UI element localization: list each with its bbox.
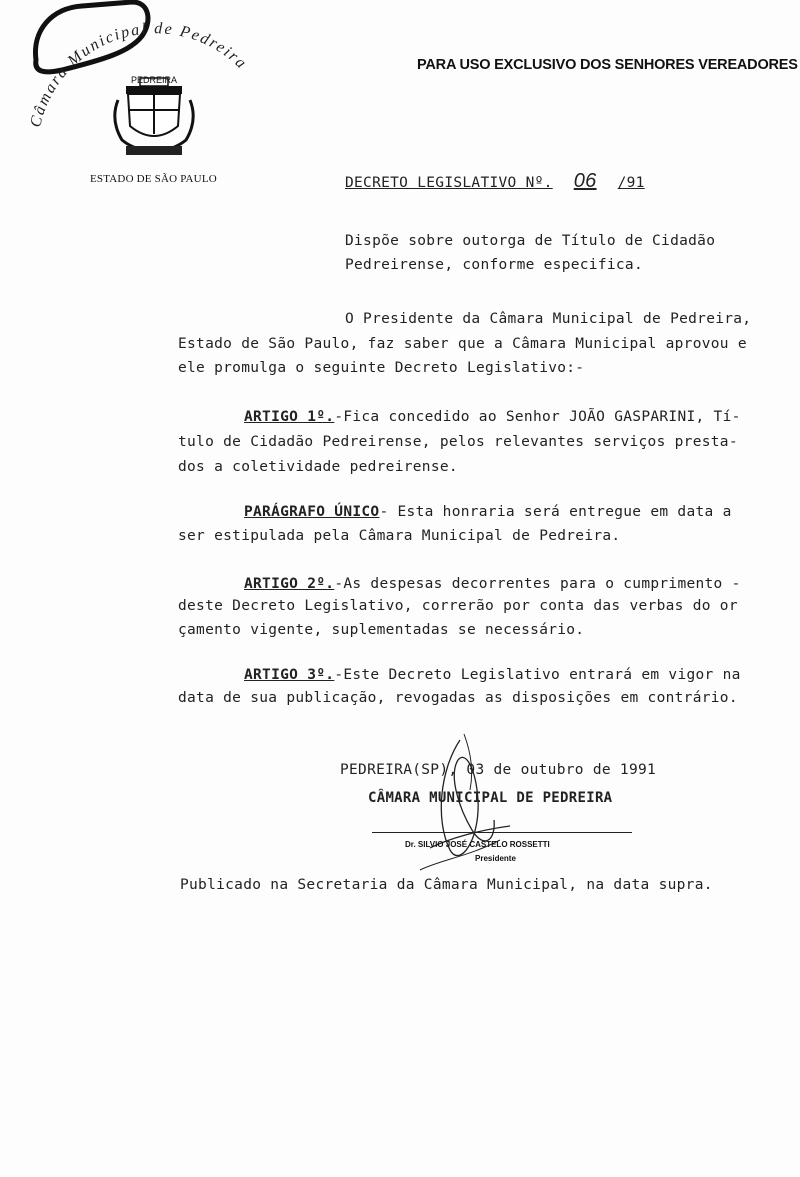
artigo-3-line-1 bbox=[244, 667, 741, 683]
artigo-2-text-1: -As despesas decorrentes para o cumprimento - bbox=[334, 576, 741, 592]
preamble-line-1: O Presidente da Câmara Municipal de Pedreira, bbox=[345, 311, 752, 327]
artigo-3-heading: ARTIGO 3º. bbox=[244, 667, 335, 683]
artigo-1-text-1: -Fica concedido ao Senhor JOÃO GASPARINI, Tí- bbox=[334, 409, 741, 425]
decree-number: 06 bbox=[573, 170, 597, 192]
artigo-2-line-1 bbox=[244, 576, 741, 592]
preamble-line-3: ele promulga o seguinte Decreto Legislativo:- bbox=[178, 360, 585, 376]
artigo-3-line-2: data de sua publicação, revogadas as disposições em contrário. bbox=[178, 690, 738, 706]
paragrafo-line-2: ser estipulada pela Câmara Municipal de Pedreira. bbox=[178, 528, 621, 544]
coat-of-arms-icon bbox=[115, 78, 193, 155]
artigo-2-line-3: çamento vigente, suplementadas se necessário. bbox=[178, 622, 585, 638]
publication-note: Publicado na Secretaria da Câmara Municipal, na data supra. bbox=[180, 877, 713, 893]
summary-line-1: Dispõe sobre outorga de Título de Cidadão bbox=[345, 233, 716, 249]
paragrafo-text-1: - Esta honraria será entregue em data a bbox=[379, 504, 732, 520]
summary-line-2: Pedreirense, conforme especifica. bbox=[345, 257, 643, 273]
preamble-line-2: Estado de São Paulo, faz saber que a Câmara Municipal aprovou e bbox=[178, 336, 747, 352]
institution-name: CÂMARA MUNICIPAL DE PEDREIRA bbox=[368, 790, 613, 806]
artigo-2-heading: ARTIGO 2º. bbox=[244, 576, 335, 592]
artigo-2-line-2: deste Decreto Legislativo, correrão por conta das verbas do or bbox=[178, 598, 738, 614]
exclusive-use-notice: PARA USO EXCLUSIVO DOS SENHORES VEREADORES bbox=[417, 57, 798, 73]
artigo-3-text-1: -Este Decreto Legislativo entrará em vigor na bbox=[334, 667, 741, 683]
decree-title bbox=[345, 170, 645, 193]
crest-banner: PEDREIRA bbox=[130, 75, 178, 85]
signatory-role: Presidente bbox=[475, 854, 516, 863]
paragrafo-line-1 bbox=[244, 504, 732, 520]
signatory-name: Dr. SILVIO JOSÉ CASTELO ROSSETTI bbox=[405, 840, 550, 849]
signature-line bbox=[372, 832, 632, 833]
paragrafo-heading: PARÁGRAFO ÚNICO bbox=[244, 504, 380, 520]
decree-label: DECRETO LEGISLATIVO Nº. bbox=[345, 175, 553, 191]
artigo-1-line-2: tulo de Cidadão Pedreirense, pelos relevantes serviços presta- bbox=[178, 434, 738, 450]
place-and-date: PEDREIRA(SP), 03 de outubro de 1991 bbox=[340, 762, 657, 778]
state-label: ESTADO DE SÃO PAULO bbox=[90, 173, 217, 185]
seal-arc-text: Câmara Municipal de Pedreira bbox=[27, 20, 251, 130]
artigo-1-line-1 bbox=[244, 409, 741, 425]
artigo-1-heading: ARTIGO 1º. bbox=[244, 409, 335, 425]
decree-year: /91 bbox=[617, 175, 645, 191]
artigo-1-line-3: dos a coletividade pedreirense. bbox=[178, 459, 458, 475]
municipal-seal bbox=[22, 0, 282, 175]
